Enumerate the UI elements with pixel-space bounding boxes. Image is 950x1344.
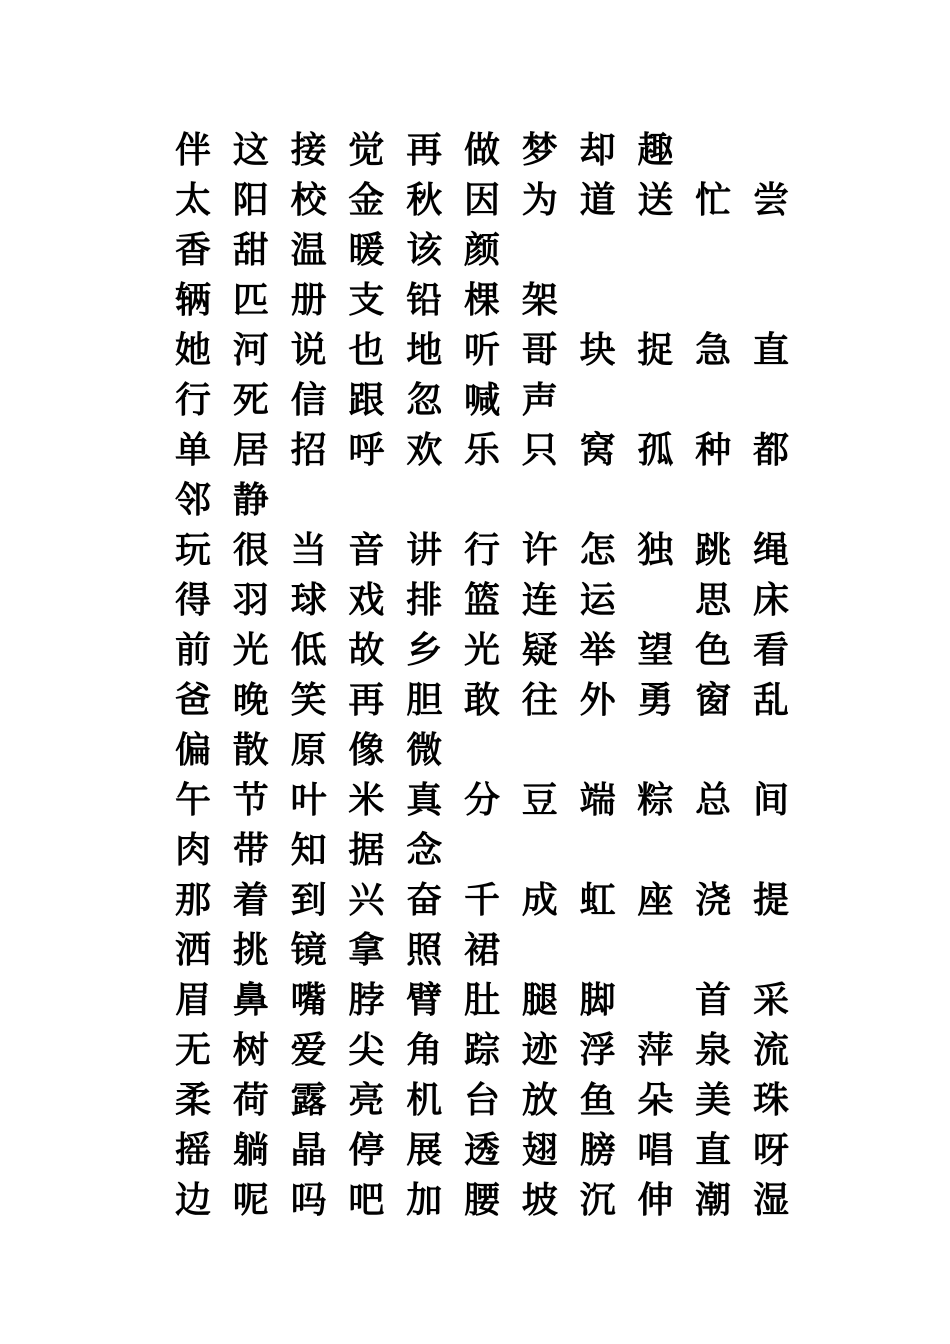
char-cell: 羽 (232, 579, 269, 621)
char-row (175, 825, 815, 875)
char-cell: 甜 (232, 229, 269, 271)
char-cell: 金 (348, 179, 385, 221)
char-cell: 嘴 (290, 979, 327, 1021)
char-cell: 地 (406, 329, 443, 371)
char-cell: 音 (348, 529, 385, 571)
char-cell: 念 (406, 829, 443, 871)
char-cell: 拿 (348, 929, 385, 971)
char-row (175, 375, 815, 425)
char-cell: 招 (290, 429, 327, 471)
char-cell: 微 (406, 729, 443, 771)
char-cell: 连 (521, 579, 558, 621)
char-cell: 当 (290, 529, 327, 571)
char-cell: 许 (521, 529, 558, 571)
char-row (175, 475, 815, 525)
char-cell: 露 (290, 1079, 327, 1121)
char-cell: 晶 (290, 1129, 327, 1171)
char-cell: 也 (348, 329, 385, 371)
char-cell: 辆 (175, 279, 212, 321)
char-row (175, 675, 815, 725)
char-cell: 膀 (579, 1129, 616, 1171)
char-cell: 唱 (637, 1129, 674, 1171)
char-cell: 湿 (752, 1179, 789, 1221)
char-cell: 千 (463, 879, 500, 921)
char-cell: 采 (752, 979, 789, 1021)
char-cell: 加 (406, 1179, 443, 1221)
char-cell: 该 (406, 229, 443, 271)
char-cell: 照 (406, 929, 443, 971)
char-cell: 匹 (232, 279, 269, 321)
char-cell: 腰 (463, 1179, 500, 1221)
char-row (175, 175, 815, 225)
char-cell: 沉 (579, 1179, 616, 1221)
char-cell: 怎 (579, 529, 616, 571)
char-cell: 边 (175, 1179, 212, 1221)
char-cell: 光 (232, 629, 269, 671)
char-cell: 米 (348, 779, 385, 821)
char-cell: 脖 (348, 979, 385, 1021)
char-cell: 挑 (232, 929, 269, 971)
char-cell: 前 (175, 629, 212, 671)
char-cell: 疑 (521, 629, 558, 671)
char-cell: 虹 (579, 879, 616, 921)
char-cell: 觉 (348, 129, 385, 171)
char-cell: 着 (232, 879, 269, 921)
char-cell: 窗 (695, 679, 732, 721)
char-cell: 乱 (752, 679, 789, 721)
char-cell: 珠 (752, 1079, 789, 1121)
char-cell: 鱼 (579, 1079, 616, 1121)
char-cell: 河 (232, 329, 269, 371)
char-row (175, 525, 815, 575)
char-cell: 无 (175, 1029, 212, 1071)
char-cell: 笑 (290, 679, 327, 721)
char-cell: 偏 (175, 729, 212, 771)
char-cell: 腿 (521, 979, 558, 1021)
char-cell: 分 (463, 779, 500, 821)
char-cell: 声 (521, 379, 558, 421)
char-cell: 成 (521, 879, 558, 921)
char-row (175, 1075, 815, 1125)
char-cell: 篮 (463, 579, 500, 621)
char-cell: 乡 (406, 629, 443, 671)
char-cell: 豆 (521, 779, 558, 821)
char-cell: 再 (348, 679, 385, 721)
char-cell: 翅 (521, 1129, 558, 1171)
char-cell: 架 (521, 279, 558, 321)
char-cell: 却 (579, 129, 616, 171)
char-cell: 听 (463, 329, 500, 371)
char-cell: 总 (695, 779, 732, 821)
char-cell: 散 (232, 729, 269, 771)
char-cell: 乐 (463, 429, 500, 471)
char-row (175, 275, 815, 325)
char-cell: 颜 (463, 229, 500, 271)
char-cell: 绳 (752, 529, 789, 571)
char-cell: 浮 (579, 1029, 616, 1071)
char-cell: 低 (290, 629, 327, 671)
char-row (175, 875, 815, 925)
char-cell: 间 (752, 779, 789, 821)
char-cell: 兴 (348, 879, 385, 921)
char-cell: 晚 (232, 679, 269, 721)
char-cell: 端 (579, 779, 616, 821)
char-cell: 呢 (232, 1179, 269, 1221)
char-cell: 原 (290, 729, 327, 771)
char-cell: 直 (752, 329, 789, 371)
char-cell: 那 (175, 879, 212, 921)
char-cell: 像 (348, 729, 385, 771)
char-cell: 亮 (348, 1079, 385, 1121)
char-cell: 机 (406, 1079, 443, 1121)
char-cell: 吗 (290, 1179, 327, 1221)
char-row (175, 925, 815, 975)
char-cell: 到 (290, 879, 327, 921)
char-cell: 外 (579, 679, 616, 721)
char-cell: 忽 (406, 379, 443, 421)
char-cell: 香 (175, 229, 212, 271)
char-cell: 潮 (695, 1179, 732, 1221)
char-cell: 真 (406, 779, 443, 821)
char-cell: 直 (695, 1129, 732, 1171)
char-cell: 送 (637, 179, 674, 221)
char-cell: 据 (348, 829, 385, 871)
char-cell: 因 (463, 179, 500, 221)
char-cell: 躺 (232, 1129, 269, 1171)
char-cell: 运 (579, 579, 616, 621)
char-cell: 肉 (175, 829, 212, 871)
char-cell: 柔 (175, 1079, 212, 1121)
char-cell: 球 (290, 579, 327, 621)
char-cell: 跳 (695, 529, 732, 571)
char-cell: 信 (290, 379, 327, 421)
char-cell: 静 (232, 479, 269, 521)
blank-cell (637, 975, 695, 1025)
char-row (175, 425, 815, 475)
char-row (175, 1125, 815, 1175)
char-cell: 敢 (463, 679, 500, 721)
char-cell: 望 (637, 629, 674, 671)
char-cell: 流 (752, 1029, 789, 1071)
char-cell: 邻 (175, 479, 212, 521)
char-cell: 得 (175, 579, 212, 621)
char-cell: 说 (290, 329, 327, 371)
char-cell: 太 (175, 179, 212, 221)
char-cell: 荷 (232, 1079, 269, 1121)
char-cell: 捉 (637, 329, 674, 371)
char-cell: 都 (752, 429, 789, 471)
char-cell: 床 (752, 579, 789, 621)
char-cell: 伸 (637, 1179, 674, 1221)
char-cell: 棵 (463, 279, 500, 321)
char-cell: 鼻 (232, 979, 269, 1021)
char-cell: 往 (521, 679, 558, 721)
char-cell: 再 (406, 129, 443, 171)
char-cell: 忙 (695, 179, 732, 221)
blank-cell (637, 575, 695, 625)
char-cell: 窝 (579, 429, 616, 471)
char-cell: 趣 (637, 129, 674, 171)
char-cell: 很 (232, 529, 269, 571)
char-cell: 树 (232, 1029, 269, 1071)
char-cell: 死 (232, 379, 269, 421)
char-cell: 台 (463, 1079, 500, 1121)
char-cell: 爱 (290, 1029, 327, 1071)
char-cell: 带 (232, 829, 269, 871)
char-row (175, 625, 815, 675)
char-cell: 臂 (406, 979, 443, 1021)
char-cell: 尝 (752, 179, 789, 221)
char-cell: 支 (348, 279, 385, 321)
char-cell: 提 (752, 879, 789, 921)
char-row (175, 125, 815, 175)
char-cell: 喊 (463, 379, 500, 421)
char-row (175, 1175, 815, 1225)
char-cell: 戏 (348, 579, 385, 621)
char-cell: 浇 (695, 879, 732, 921)
char-cell: 呼 (348, 429, 385, 471)
char-cell: 行 (463, 529, 500, 571)
character-list (175, 125, 815, 1225)
char-cell: 朵 (637, 1079, 674, 1121)
char-cell: 孤 (637, 429, 674, 471)
char-cell: 坡 (521, 1179, 558, 1221)
char-cell: 伴 (175, 129, 212, 171)
char-cell: 阳 (232, 179, 269, 221)
char-cell: 温 (290, 229, 327, 271)
char-cell: 角 (406, 1029, 443, 1071)
char-cell: 吧 (348, 1179, 385, 1221)
char-cell: 放 (521, 1079, 558, 1121)
char-cell: 座 (637, 879, 674, 921)
char-cell: 独 (637, 529, 674, 571)
char-row (175, 575, 815, 625)
char-cell: 肚 (463, 979, 500, 1021)
char-cell: 跟 (348, 379, 385, 421)
char-cell: 欢 (406, 429, 443, 471)
char-cell: 举 (579, 629, 616, 671)
char-cell: 思 (695, 579, 732, 621)
char-cell: 行 (175, 379, 212, 421)
char-cell: 她 (175, 329, 212, 371)
char-cell: 接 (290, 129, 327, 171)
char-cell: 节 (232, 779, 269, 821)
char-cell: 胆 (406, 679, 443, 721)
char-cell: 裙 (463, 929, 500, 971)
char-cell: 只 (521, 429, 558, 471)
char-cell: 泉 (695, 1029, 732, 1071)
char-cell: 单 (175, 429, 212, 471)
char-cell: 讲 (406, 529, 443, 571)
char-cell: 知 (290, 829, 327, 871)
char-cell: 为 (521, 179, 558, 221)
char-cell: 呀 (752, 1129, 789, 1171)
char-cell: 粽 (637, 779, 674, 821)
char-cell: 道 (579, 179, 616, 221)
char-cell: 做 (463, 129, 500, 171)
char-cell: 展 (406, 1129, 443, 1171)
char-cell: 哥 (521, 329, 558, 371)
char-cell: 摇 (175, 1129, 212, 1171)
char-cell: 迹 (521, 1029, 558, 1071)
char-cell: 这 (232, 129, 269, 171)
char-cell: 册 (290, 279, 327, 321)
char-cell: 看 (752, 629, 789, 671)
char-cell: 秋 (406, 179, 443, 221)
char-cell: 停 (348, 1129, 385, 1171)
char-cell: 故 (348, 629, 385, 671)
char-cell: 勇 (637, 679, 674, 721)
char-cell: 梦 (521, 129, 558, 171)
char-cell: 透 (463, 1129, 500, 1171)
char-row (175, 775, 815, 825)
char-cell: 急 (695, 329, 732, 371)
char-cell: 洒 (175, 929, 212, 971)
char-row (175, 225, 815, 275)
char-cell: 美 (695, 1079, 732, 1121)
char-cell: 眉 (175, 979, 212, 1021)
char-row (175, 975, 815, 1025)
char-row (175, 325, 815, 375)
char-cell: 玩 (175, 529, 212, 571)
char-cell: 块 (579, 329, 616, 371)
char-cell: 脚 (579, 979, 616, 1021)
char-cell: 校 (290, 179, 327, 221)
char-cell: 色 (695, 629, 732, 671)
char-row (175, 725, 815, 775)
char-cell: 午 (175, 779, 212, 821)
char-cell: 尖 (348, 1029, 385, 1071)
char-cell: 排 (406, 579, 443, 621)
char-cell: 踪 (463, 1029, 500, 1071)
char-cell: 叶 (290, 779, 327, 821)
char-cell: 萍 (637, 1029, 674, 1071)
char-row (175, 1025, 815, 1075)
char-cell: 奋 (406, 879, 443, 921)
char-cell: 居 (232, 429, 269, 471)
char-cell: 爸 (175, 679, 212, 721)
char-cell: 种 (695, 429, 732, 471)
char-cell: 铅 (406, 279, 443, 321)
char-cell: 镜 (290, 929, 327, 971)
char-cell: 首 (695, 979, 732, 1021)
char-cell: 光 (463, 629, 500, 671)
char-cell: 暖 (348, 229, 385, 271)
